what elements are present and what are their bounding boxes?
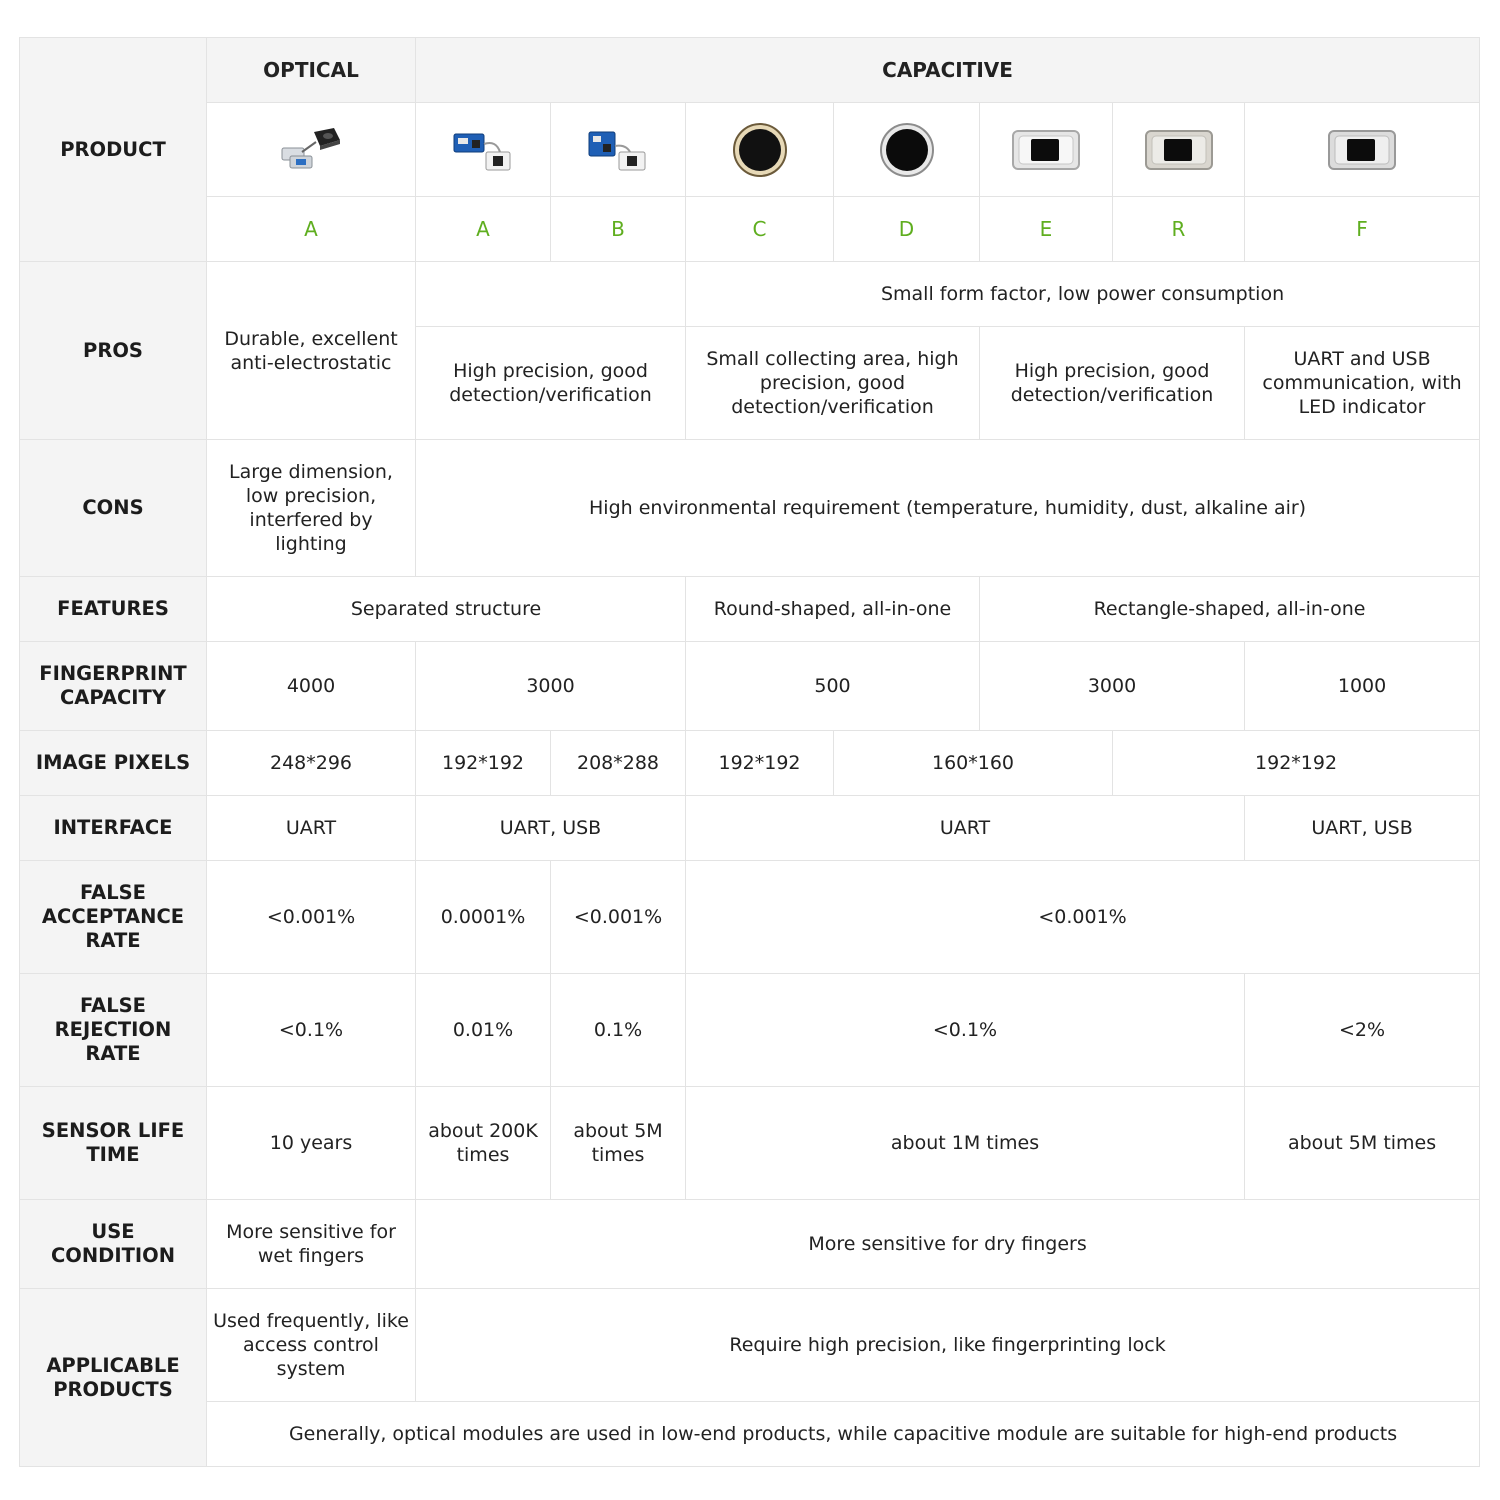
row-label-cons: CONS [20,440,207,577]
features-round: Round-shaped, all-in-one [686,577,980,642]
header-capacitive: CAPACITIVE [416,38,1480,103]
use-optical: More sensitive for wet fingers [207,1200,416,1289]
capacity-f: 1000 [1245,642,1480,731]
life-row [20,1087,1480,1200]
cons-capacitive: High environmental requirement (temperature, humidity, dust, alkaline air) [416,440,1480,577]
pros-optical: Durable, excellent anti-electrostatic [207,262,416,440]
round-sensor-d-image-cell [834,103,980,197]
rect-sensor-e-image-cell [980,103,1113,197]
pixels-row [20,731,1480,796]
pros-f: UART and USB communication, with LED indicator [1245,327,1480,440]
pros-empty-cell [416,262,686,327]
round-sensor-c-image [730,120,790,180]
life-optical: 10 years [207,1087,416,1200]
product-letter: B [551,197,686,262]
features-separated: Separated structure [207,577,686,642]
product-letter-row [20,197,1480,262]
row-label-interface: INTERFACE [20,796,207,861]
product-letter: E [980,197,1113,262]
pros-er: High precision, good detection/verification [980,327,1245,440]
separated-module-b-image-cell [551,103,686,197]
features-row [20,577,1480,642]
far-rest: <0.001% [686,861,1480,974]
cons-row [20,440,1480,577]
pixels-b: 208*288 [551,731,686,796]
rect-sensor-r-image-cell [1113,103,1245,197]
frr-row [20,974,1480,1087]
product-letter: C [686,197,834,262]
applicable-capacitive: Require high precision, like fingerprinting lock [416,1289,1480,1402]
rect-sensor-f-image-cell [1245,103,1480,197]
pros-ab: High precision, good detection/verification [416,327,686,440]
features-rect: Rectangle-shaped, all-in-one [980,577,1480,642]
cons-optical: Large dimension, low precision, interfered by lighting [207,440,416,577]
row-label-applicable: APPLICABLE PRODUCTS [20,1289,207,1467]
optical-module-image-cell [207,103,416,197]
life-a: about 200K times [416,1087,551,1200]
frr-a: 0.01% [416,974,551,1087]
capacity-cd: 500 [686,642,980,731]
rect-sensor-e-image [1011,127,1081,173]
capacity-row [20,642,1480,731]
summary-row [20,1402,1480,1467]
product-letter: R [1113,197,1245,262]
far-b: <0.001% [551,861,686,974]
pixels-rf: 192*192 [1113,731,1480,796]
applicable-optical: Used frequently, like access control system [207,1289,416,1402]
separated-module-b-image [583,122,653,178]
row-label-pros: PROS [20,262,207,440]
rect-sensor-f-image [1327,127,1397,173]
row-label-frr: FALSE REJECTION RATE [20,974,207,1087]
life-cder: about 1M times [686,1087,1245,1200]
product-image-row [20,103,1480,197]
pros-row-top [20,262,1480,327]
capacity-optical: 4000 [207,642,416,731]
row-label-product: PRODUCT [20,38,207,262]
interface-cder: UART [686,796,1245,861]
row-label-features: FEATURES [20,577,207,642]
round-sensor-c-image-cell [686,103,834,197]
interface-row [20,796,1480,861]
far-row [20,861,1480,974]
pixels-a: 192*192 [416,731,551,796]
life-b: about 5M times [551,1087,686,1200]
row-label-capacity: FINGERPRINT CAPACITY [20,642,207,731]
frr-b: 0.1% [551,974,686,1087]
use-row [20,1200,1480,1289]
pros-cd: Small collecting area, high precision, good detection/verification [686,327,980,440]
row-label-pixels: IMAGE PIXELS [20,731,207,796]
separated-module-a-image-cell [416,103,551,197]
comparison-table-wrapper [19,37,1480,1467]
applicable-row [20,1289,1480,1402]
capacity-ab: 3000 [416,642,686,731]
row-label-use: USE CONDITION [20,1200,207,1289]
frr-f: <2% [1245,974,1480,1087]
pros-small-form: Small form factor, low power consumption [686,262,1480,327]
pixels-c: 192*192 [686,731,834,796]
interface-f: UART, USB [1245,796,1480,861]
pixels-de: 160*160 [834,731,1113,796]
far-a: 0.0001% [416,861,551,974]
frr-cder: <0.1% [686,974,1245,1087]
row-label-far: FALSE ACCEPTANCE RATE [20,861,207,974]
interface-optical: UART [207,796,416,861]
interface-ab: UART, USB [416,796,686,861]
capacity-er: 3000 [980,642,1245,731]
round-sensor-d-image [877,120,937,180]
applicable-summary: Generally, optical modules are used in low-end products, while capacitive module are suitable for high-end products [207,1402,1480,1467]
separated-module-a-image [448,122,518,178]
far-optical: <0.001% [207,861,416,974]
product-letter: D [834,197,980,262]
use-capacitive: More sensitive for dry fingers [416,1200,1480,1289]
optical-module-image [276,122,346,178]
frr-optical: <0.1% [207,974,416,1087]
pixels-optical: 248*296 [207,731,416,796]
product-letter: A [416,197,551,262]
header-row [20,38,1480,103]
product-letter: F [1245,197,1480,262]
row-label-life: SENSOR LIFE TIME [20,1087,207,1200]
header-optical: OPTICAL [207,38,416,103]
life-f: about 5M times [1245,1087,1480,1200]
rect-sensor-r-image [1144,127,1214,173]
fingerprint-module-comparison-table [19,37,1480,1467]
product-letter: A [207,197,416,262]
